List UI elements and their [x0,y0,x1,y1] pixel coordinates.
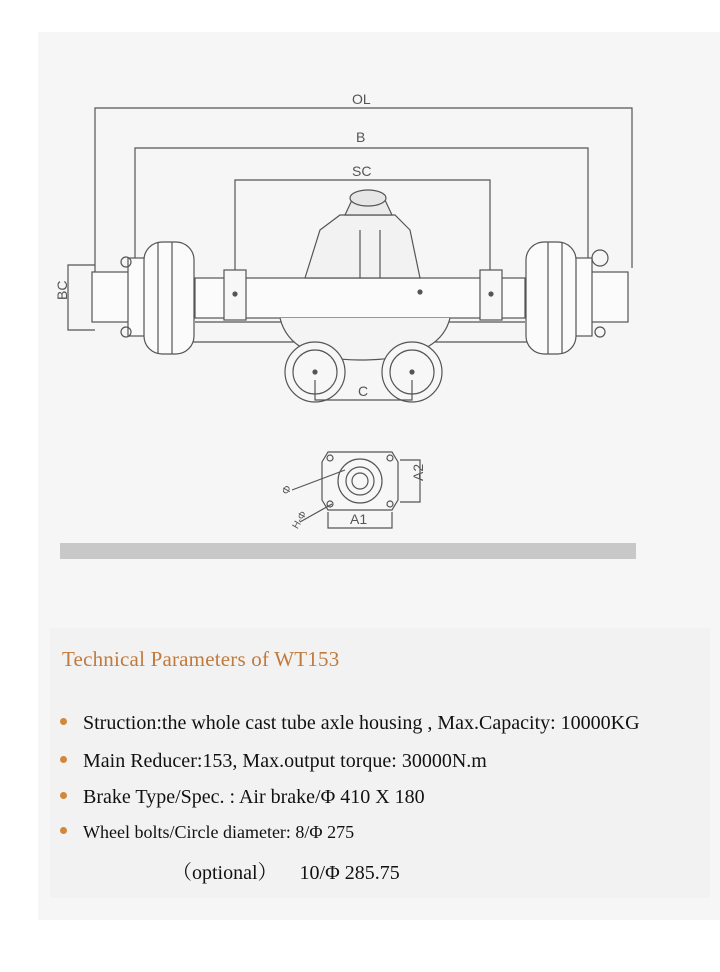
param-item-brake [60,786,425,809]
right-hub [526,242,628,354]
separator-bar [60,543,636,559]
dimension-line-bc [68,265,95,330]
bullet-dot-icon [60,756,67,763]
param-text: Wheel bolts/Circle diameter: 8/Φ 275 [83,822,355,842]
label-bc: BC [54,280,70,300]
parameters-title: Technical Parameters of WT153 [62,647,340,671]
optional-label: （optional） [172,862,278,884]
label-ol: OL [352,91,371,107]
bullet-dot-icon [60,718,67,725]
label-sc: SC [352,163,372,179]
bullet-dot-icon [60,827,67,834]
optional-value: 10/Φ 285.75 [299,862,400,884]
label-phi: Φ [279,483,295,497]
bullet-dot-icon [60,792,67,799]
param-item-structure [60,712,640,735]
left-hub [92,242,194,354]
param-text: Struction:the whole cast tube axle housing , Max.Capacity: 10000KG [83,712,640,734]
differential-housing [305,190,420,278]
label-a1: A1 [350,511,368,527]
param-item-optional [172,856,400,885]
label-hole: H-Φ [290,509,310,531]
param-text: Main Reducer:153, Max.output torque: 30000N.m [83,750,487,772]
label-b: B [356,129,366,145]
param-item-wheel-bolts [60,822,354,843]
label-c: C [358,383,369,399]
param-text: Brake Type/Spec. : Air brake/Φ 410 X 180 [83,786,425,808]
label-a2: A2 [410,463,426,481]
param-item-main-reducer [60,750,487,773]
